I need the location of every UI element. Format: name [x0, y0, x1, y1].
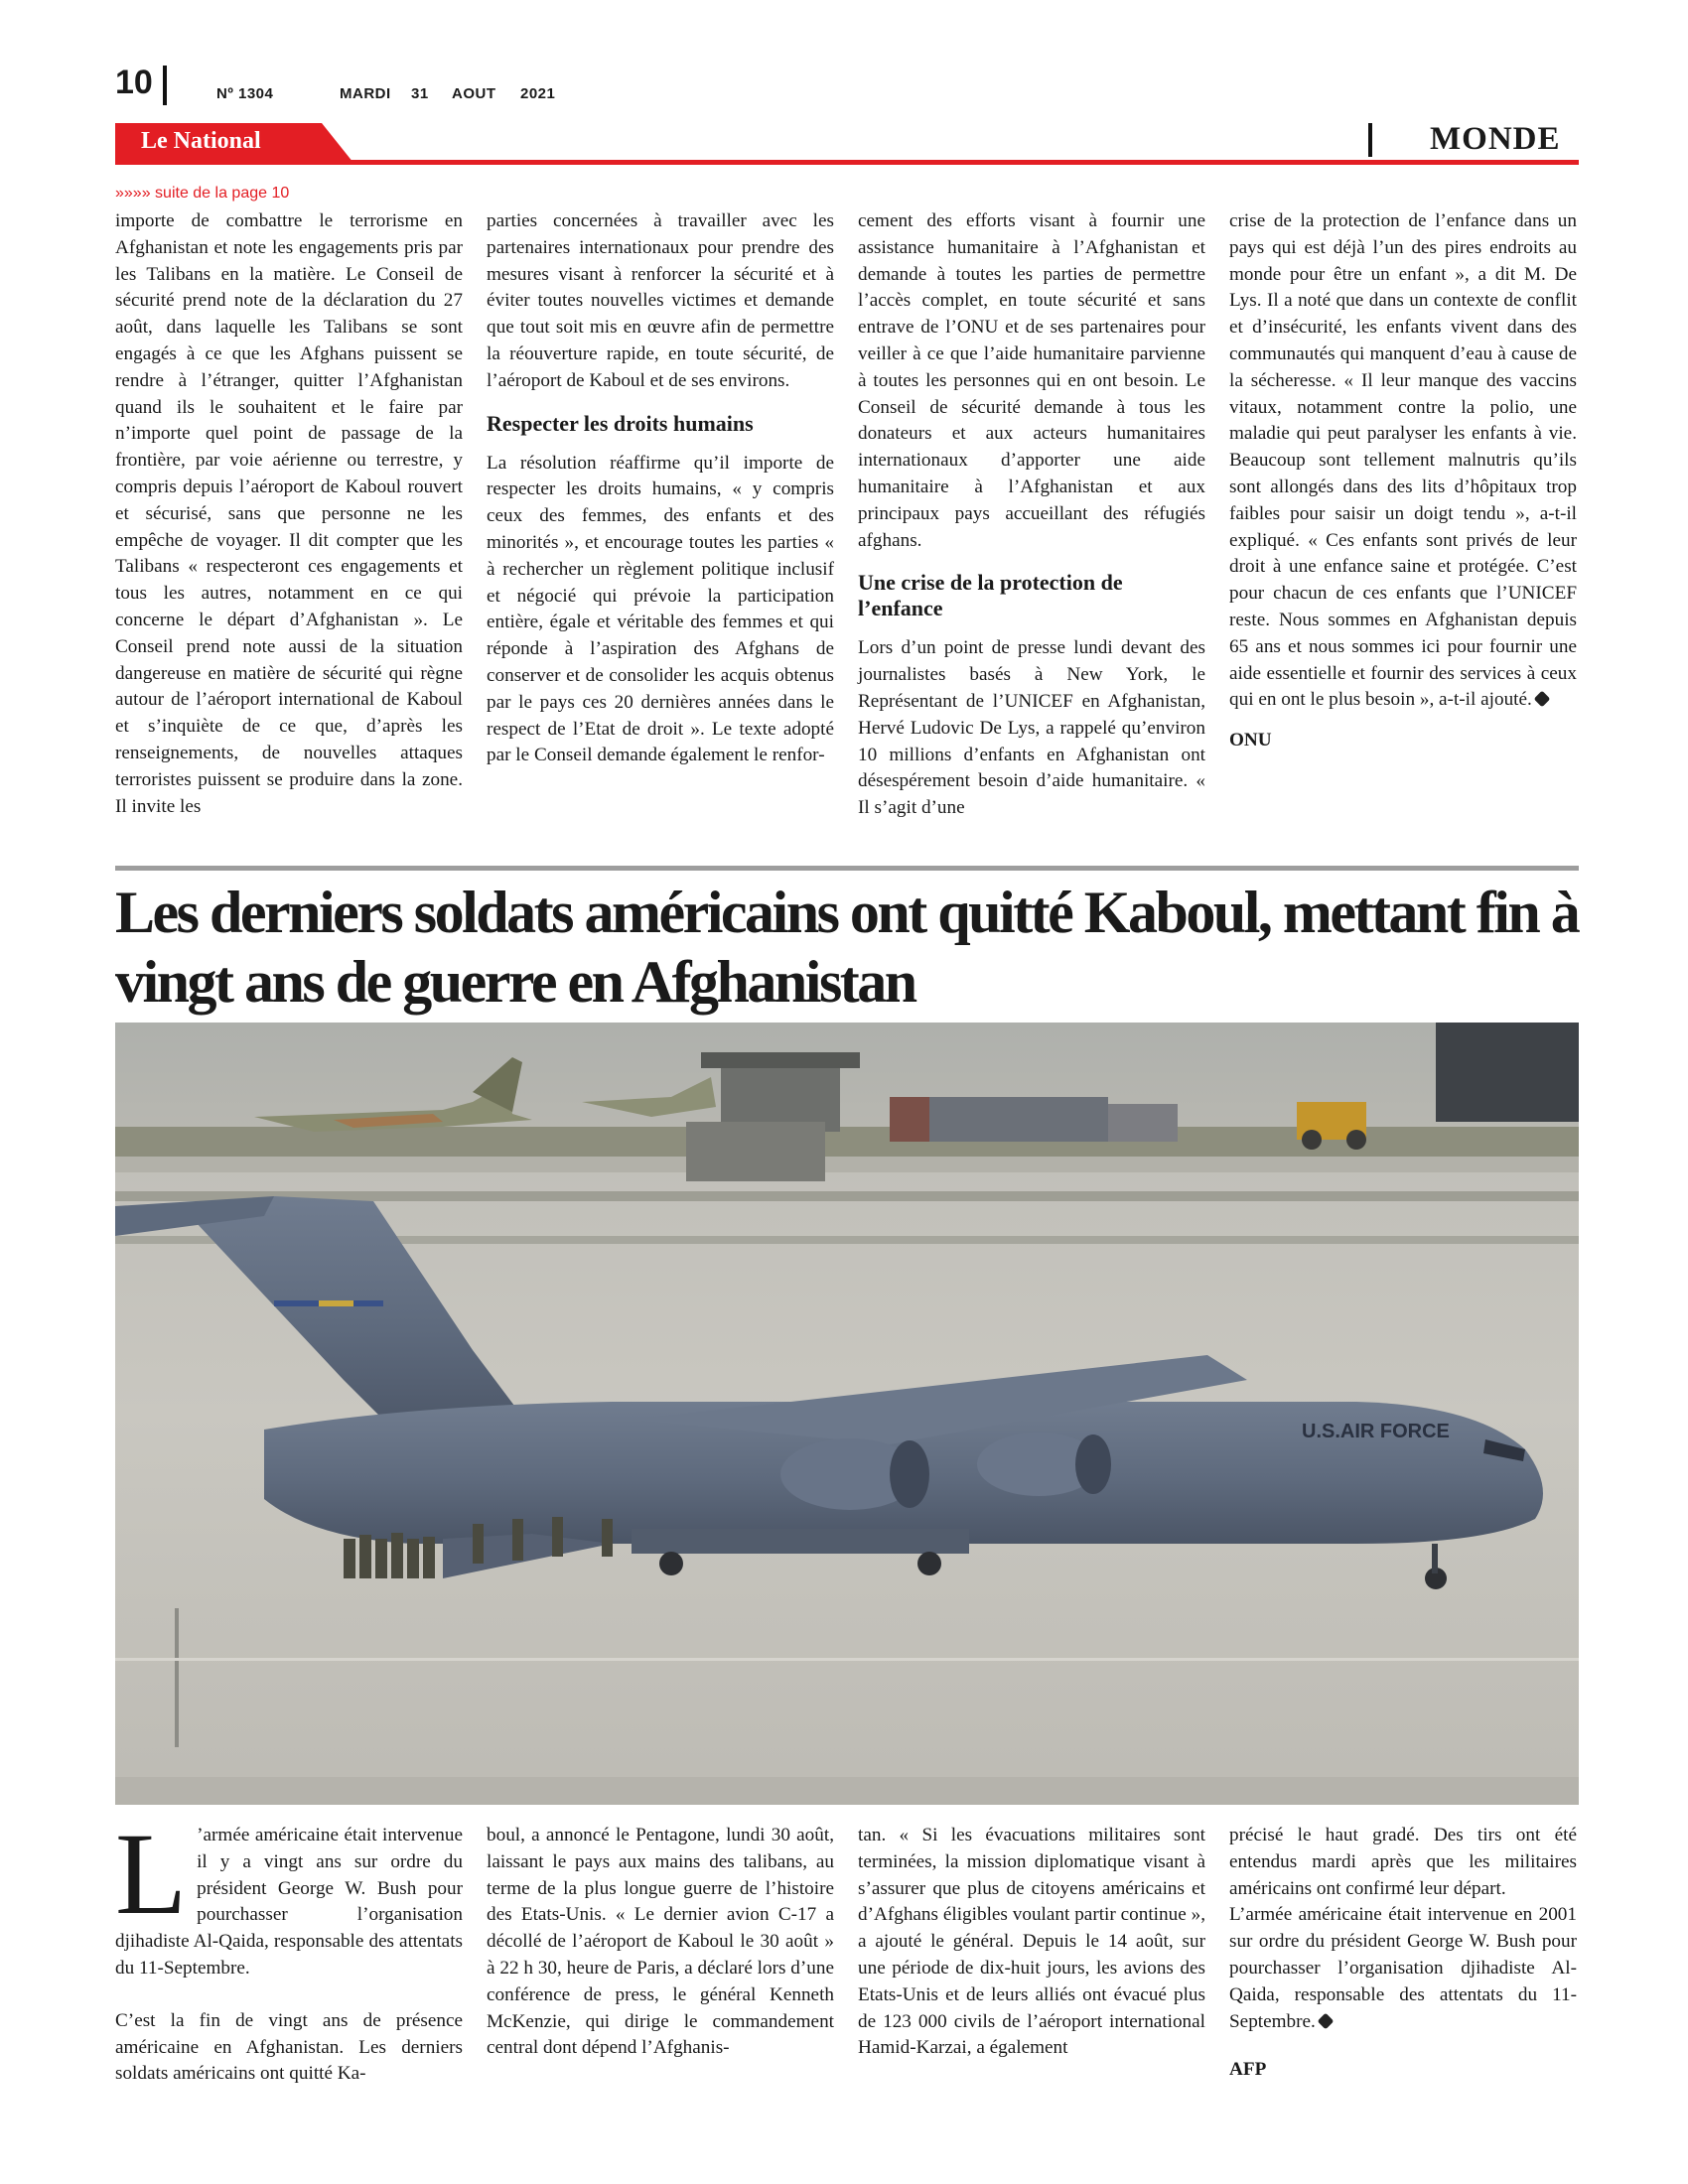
article-source: AFP — [1229, 2059, 1267, 2081]
paragraph: parties concernées à travailler avec les partenaires internationaux pour prendre des mesures visant à renforcer la sécurité et à éviter toutes nouvelles victimes et demande que tout soit mis en œuvre afin de permettre la réouverture rapide, en toute sécurité, de l’aéroport de Kaboul et de ses environs. — [487, 210, 834, 391]
top-article-column-3 — [858, 208, 1205, 822]
main-article-column-1 — [115, 1809, 463, 2088]
drop-cap: L — [115, 1809, 188, 1939]
page-number: 10 — [115, 64, 153, 101]
paragraph: précisé le haut gradé. Des tirs ont été entendus mardi après que les militaires américains ont confirmé leur départ. — [1229, 1825, 1577, 1899]
main-headline: Les derniers soldats américains ont quitté Kaboul, mettant fin à vingt ans de guerre en Afghanistan — [115, 880, 1579, 1015]
top-article-column-4 — [1229, 208, 1577, 754]
subheading: Une crise de la protection de l’enfance — [858, 570, 1123, 621]
article-divider — [115, 866, 1579, 871]
paragraph: La résolution réaffirme qu’il importe de respecter les droits humains, « y compris ceux des femmes, des enfants et des minorités », et encourage toutes les parties « à rechercher un règlement politique inclusif et négocié qui prévoie la participation entière, égale et véritable des femmes et qui réponde à l’aspiration des Afghans de conserver et de consolider les acquis obtenus par le pays ces 20 dernières années dans le respect de l’Etat de droit ». Le texte adopté par le Conseil demande également le renfor- — [487, 452, 834, 766]
paragraph: C’est la fin de vingt ans de présence américaine en Afghanistan. Les derniers soldats américains ont quitté Ka- — [115, 2009, 463, 2085]
paragraph: importe de combattre le terrorisme en Afghanistan et note les engagements pris par les Talibans en la matière. Le Conseil de sécurité prend note de la déclaration du 27 août, dans laquelle les Talibans se sont engagés à ce que les Afghans puissent se rendre à l’étranger, quitter l’Afghanistan quand ils le souhaitent et le faire par n’importe quel point de passage de la frontière, par voie aérienne ou terrestre, y compris depuis l’aéroport de Kaboul rouvert et sécurisé, sans que personne ne les empêche de voyager. Il dit compter que les Talibans « respecteront ces engagements et tous les autres, notamment en ce qui concerne le départ d’Afghanistan ». Le Conseil prend note aussi de la situation dangereuse en matière de sécurité qui règne autour de l’aéroport international de Kaboul et s’inquiète de ce que, d’après les renseignements, de nouvelles attaques terroristes puissent se produire dans la zone. Il invite les — [115, 210, 463, 817]
end-mark-icon — [1317, 2012, 1334, 2029]
aircraft-marking: U.S.AIR FORCE — [1302, 1421, 1450, 1442]
date-year: 2021 — [520, 85, 556, 102]
main-article-column-4 — [1229, 1823, 1577, 2084]
c17-aircraft-photo — [115, 1023, 1579, 1805]
header-rule — [115, 160, 1579, 165]
end-mark-icon — [1533, 691, 1550, 708]
issue-number: Nº 1304 — [216, 85, 274, 102]
paragraph-text: L’armée américaine était intervenue en 2001 sur ordre du président George W. Bush pour pourchasser l’organisation djihadiste Al-Qaida, responsable des attentats du 11-Septembre. — [1229, 1904, 1577, 2032]
paragraph — [1229, 208, 1577, 714]
paragraph: Lors d’un point de presse lundi devant des journalistes basés à New York, le Représentant de l’UNICEF en Afghanistan, Hervé Ludovic De Lys, a rappelé qu’environ 10 millions d’enfants en Afghanistan ont désespérement besoin d’aide humanitaire. « Il s’agit d’une — [858, 637, 1205, 819]
article-source: ONU — [1229, 730, 1272, 751]
paragraph-text: crise de la protection de l’enfance dans un pays qui est déjà l’un des pires endroits au monde pour être un enfant », a dit M. De Lys. Il a noté que dans un contexte de conflit et d’insécurité, les enfants vivent dans des communautés qui manquent d’eau à cause de la sécheresse. « Il leur manque des vaccins vitaux, notamment contre la polio, une maladie qui peut paralyser les enfants à vie. Beaucoup sont tellement malnutris qu’ils sont allongés dans des lits d’hôpitaux trop faibles pour saisir un doigt tendu », a-t-il expliqué. « Ces enfants sont privés de leur droit à une enfance saine et protégée. C’est pour chacun de ces enfants que l’UNICEF reste. Nous sommes en Afghanistan depuis 65 ans et nous sommes ici pour fournir une aide essentielle et fournir des services à ceux qui en ont le plus besoin », a-t-il ajouté. — [1229, 210, 1577, 711]
paragraph: cement des efforts visant à fournir une assistance humanitaire à l’Afghanistan et demande à toutes les parties de permettre l’accès complet, en toute sécurité et sans entrave de l’ONU et de ses partenaires pour veiller à ce que l’aide humanitaire parvienne à toutes les personnes qui en ont besoin. Le Conseil de sécurité demande à tous les donateurs et aux acteurs humanitaires internationaux d’apporter une aide humanitaire à l’Afghanistan et aux principaux pays accueillant des réfugiés afghans. — [858, 210, 1205, 551]
article-photo — [115, 1023, 1579, 1805]
paragraph: boul, a annoncé le Pentagone, lundi 30 août, laissant le pays aux mains des talibans, au terme de la plus longue guerre de l’histoire des Etats-Unis. « Le dernier avion C-17 a décollé de l’aéroport de Kaboul le 30 août » à 22 h 30, heure de Paris, a déclaré lors d’une conférence de press, le général Kenneth McKenzie, qui dirige le commandement central dont dépend l’Afghanis- — [487, 1825, 834, 2059]
paragraph — [1229, 1902, 1577, 2035]
date-day: MARDI — [340, 85, 391, 102]
main-article-column-2 — [487, 1823, 834, 2062]
page-number-divider — [163, 66, 167, 105]
brand-name: Le National — [141, 128, 261, 154]
paragraph-text: ’armée américaine était intervenue il y a vingt ans sur ordre du président George W. Bush pour pourchasser l’organisation djihadiste Al-Qaida, responsable des attentats du 11-Septembre. — [115, 1825, 463, 1979]
continuation-note: »»»» suite de la page 10 — [115, 185, 290, 202]
main-article-column-3 — [858, 1823, 1205, 2062]
date-month: AOUT — [452, 85, 496, 102]
subheading: Respecter les droits humains — [487, 410, 754, 436]
section-divider — [1368, 123, 1372, 157]
top-article-column-1 — [115, 208, 463, 820]
top-article-column-2 — [487, 208, 834, 769]
paragraph — [115, 1809, 463, 1982]
date-number: 31 — [411, 85, 429, 102]
section-name: MONDE — [1430, 121, 1561, 157]
paragraph: tan. « Si les évacuations militaires sont terminées, la mission diplomatique visant à s’assurer que plus de citoyens américains et d’Afghans éligibles voulant partir continue », a ajouté le général. Depuis le 14 août, sur une période de dix-huit jours, les avions des Etats-Unis et de leurs alliés ont évacué plus de 123 000 civils de l’aéroport international Hamid-Karzai, a également — [858, 1825, 1205, 2059]
